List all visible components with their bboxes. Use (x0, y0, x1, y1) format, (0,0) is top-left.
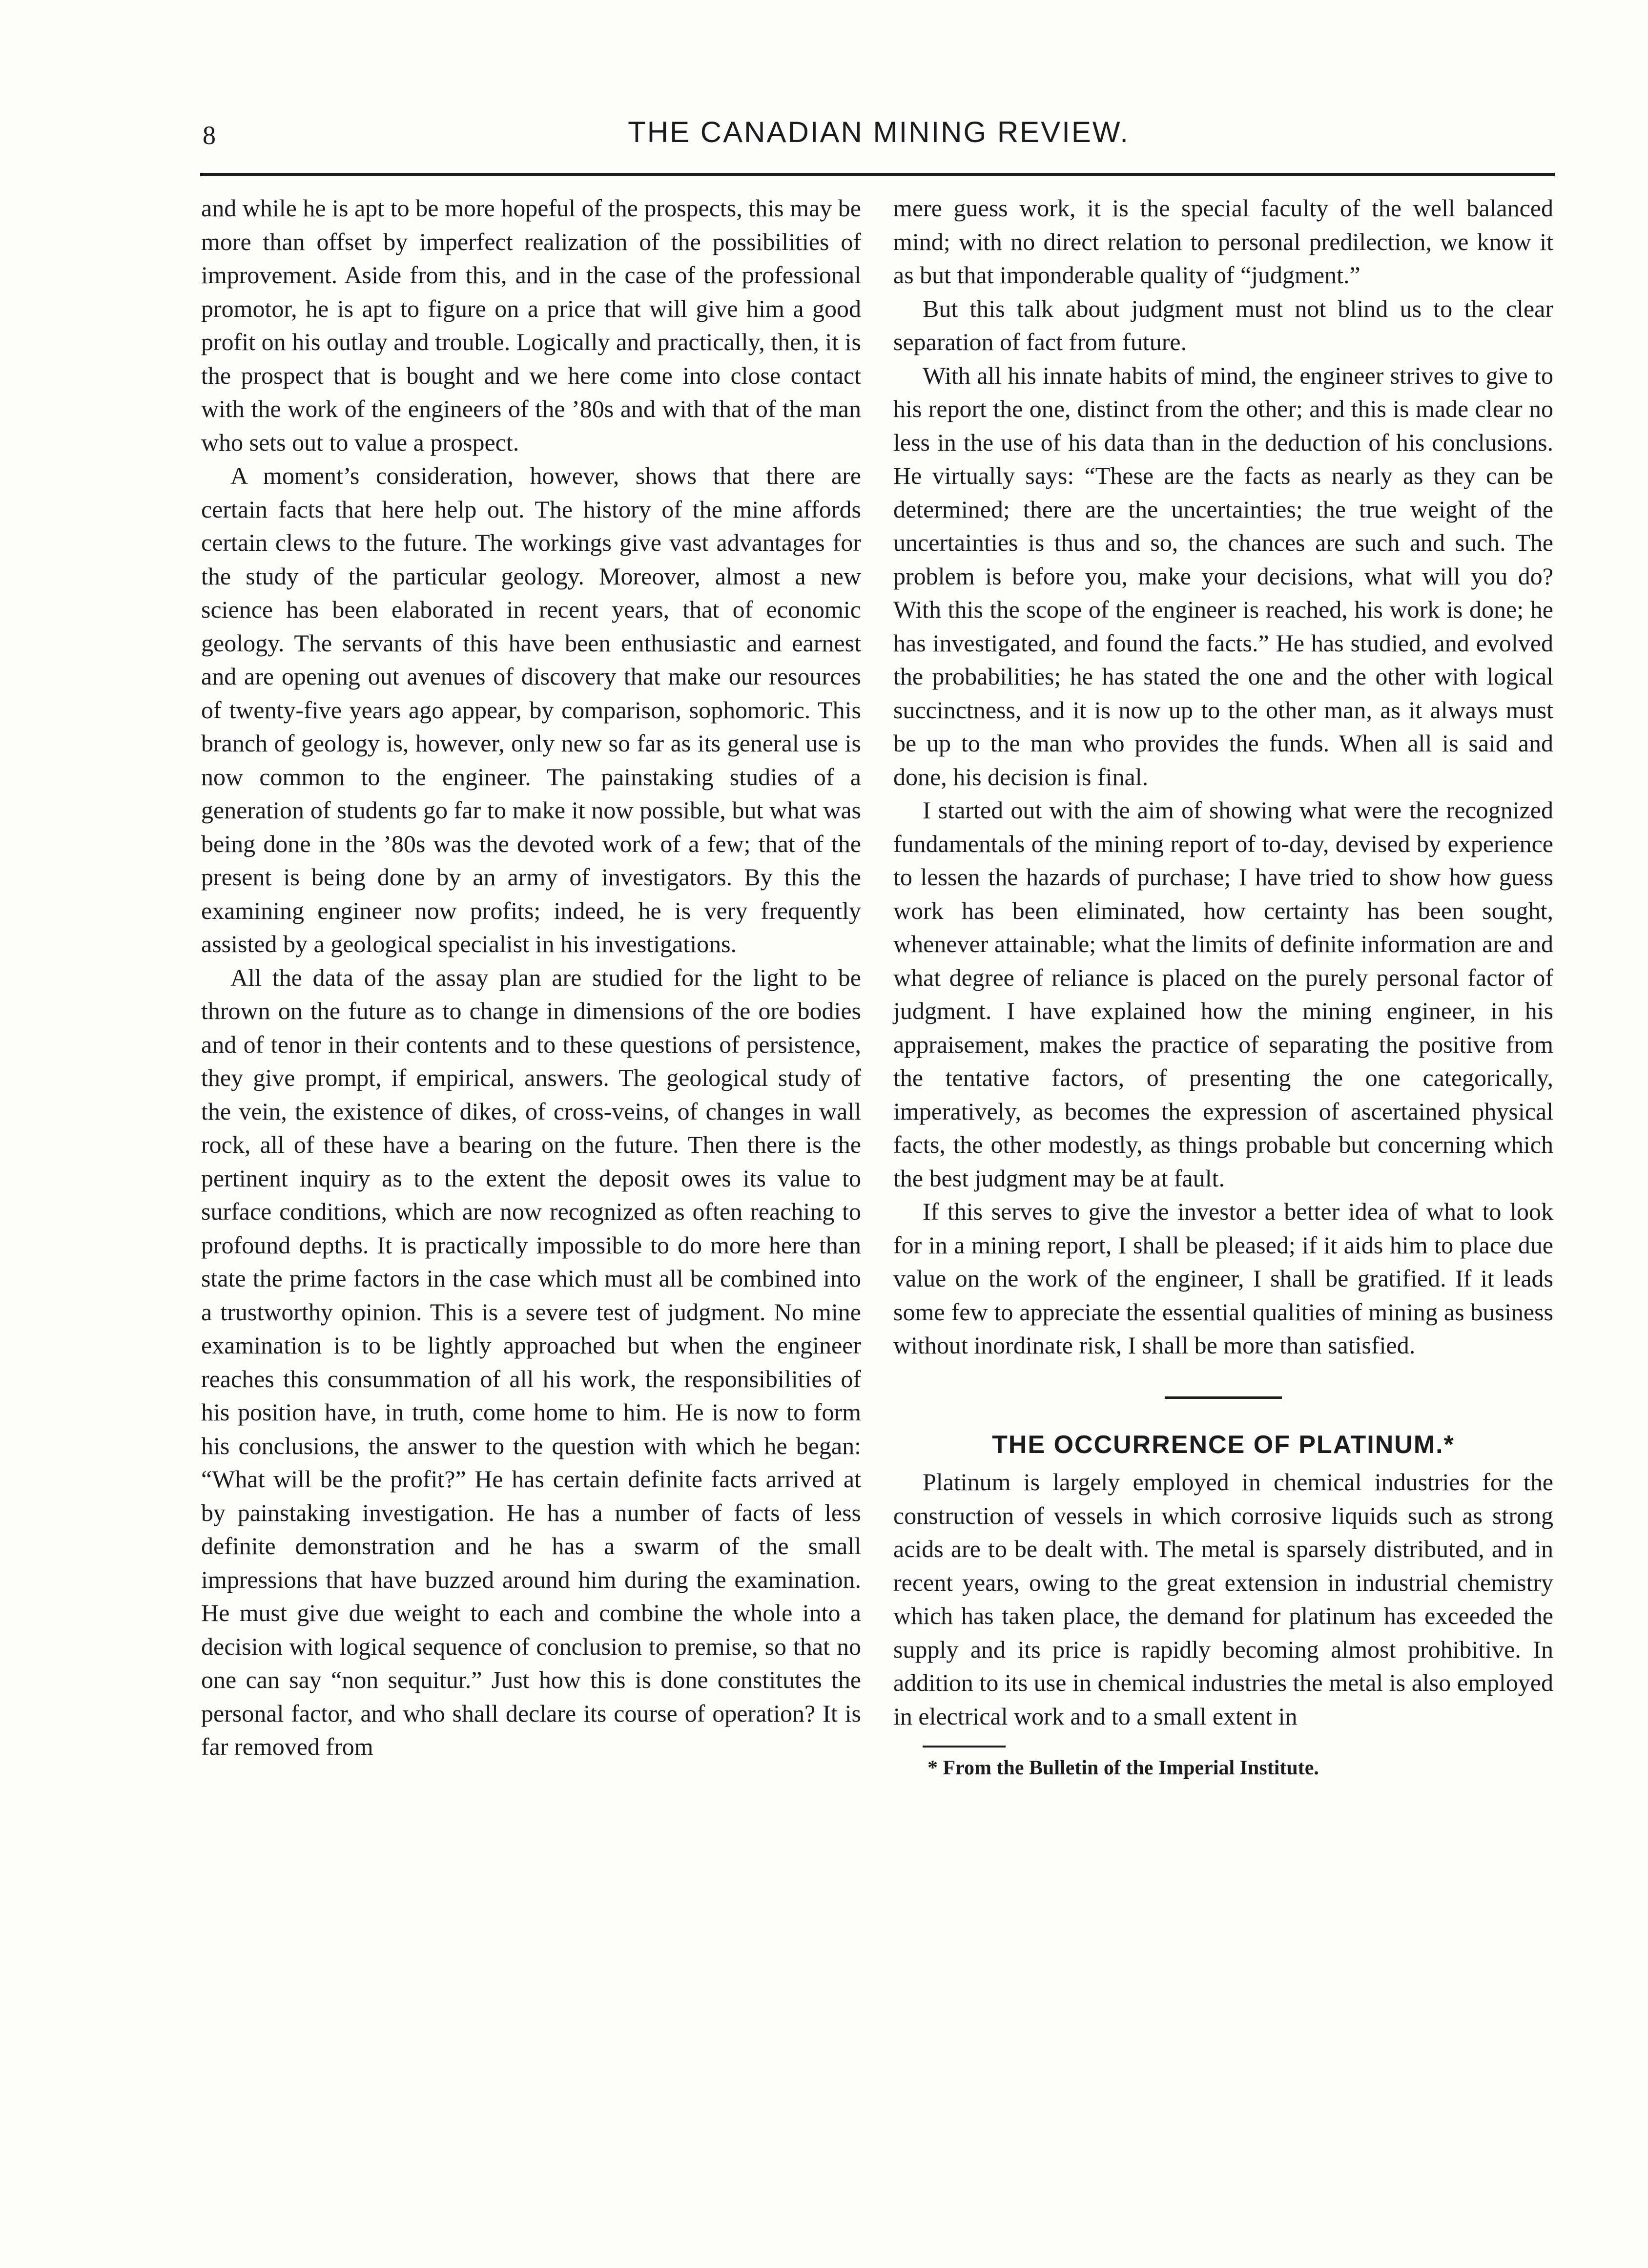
right-paragraph-4: I started out with the aim of showing what were the recognized fundamentals of the mining report of to-day, devised by experience to lessen the hazards of purchase; I have tried to show how guess work has been eliminated, how certainty has been sought, whenever attainable; what the limits of definite information are and what degree of reliance is placed on the purely personal factor of judgment. I have explained how the mining engineer, in his appraisement, makes the practice of separating the positive from the tentative factors, of presenting the one categorically, imperatively, as becomes the expression of ascertained physical facts, the other modestly, as things probable but concerning which the best judgment may be at fault. (893, 796, 1553, 1192)
right-paragraph-5: If this serves to give the investor a better idea of what to look for in a mining report, I shall be pleased; if it aids him to place due value on the work of the engineer, I shall be gratified. If it leads some few to appreciate the essential qualities of mining as business without inordinate risk, I shall be more than satisfied. (893, 1198, 1553, 1359)
right-column (893, 191, 1553, 1781)
left-paragraph-1: and while he is apt to be more hopeful of the prospects, this may be more than offset by imperfect realization of the possibilities of improvement. Aside from this, and in the case of the professional promotor, he is apt to figure on a price that will give him a good profit on his outlay and trouble. Logically and practically, then, it is the prospect that is bought and we here come into close contact with the work of the engineers of the ’80s and with that of the man who sets out to value a prospect. (201, 194, 861, 456)
footnote: * From the Bulletin of the Imperial Institute. (927, 1757, 1319, 1779)
page-number: 8 (203, 121, 216, 150)
footnote-rule (923, 1746, 1006, 1748)
right-paragraph-3: With all his innate habits of mind, the engineer strives to give to his report the one, distinct from the other; and this is made clear no less in the use of his data than in the deduction of his conclusions. He virtually says: “These are the facts as nearly as they can be determined; there are the uncertainties; the true weight of the uncertainties is thus and so, the chances are such and such. The problem is before you, make your decisions, what will you do? With this the scope of the engineer is reached, his work is done; he has investigated, and found the facts.” He has studied, and evolved the probabilities; he has stated the one and the other with logical succinctness, and it is now up to the other man, as it always must be up to the man who provides the funds. When all is said and done, his decision is final. (893, 361, 1553, 791)
page-header (203, 115, 1555, 159)
header-rule (200, 173, 1555, 176)
running-title: THE CANADIAN MINING REVIEW. (628, 116, 1130, 148)
left-paragraph-3: All the data of the assay plan are studied for the light to be thrown on the future as to change in dimensions of the ore bodies and of tenor in their contents and to these questions of persistence, they give prompt, if empirical, answers. The geological study of the vein, the existence of dikes, of cross-veins, of changes in wall rock, all of these have a bearing on the future. Then there is the pertinent inquiry as to the extent the deposit owes its value to surface conditions, which are now recognized as often reaching to profound depths. It is practically impossible to do more here than state the prime factors in the case which must all be combined into a trustworthy opinion. This is a severe test of judgment. No mine examination is to be lightly approached but when the engineer reaches this consummation of all his work, the responsibilities of his position have, in truth, come home to him. He is now to form his conclusions, the answer to the question with which he began: “What will be the profit?” He has certain definite facts arrived at by painstaking investigation. He has a number of facts of less definite demonstration and he has a swarm of the small impressions that have buzzed around him during the examination. He must give due weight to each and combine the whole into a decision with logical sequence of conclusion to premise, so that no one can say “non sequitur.” Just how this is done constitutes the personal factor, and who shall declare its course of operation? It is far removed from (201, 963, 861, 1760)
section-paragraph: Platinum is largely employed in chemical industries for the construction of vessels in which corrosive liquids such as strong acids are to be dealt with. The metal is sparsely distributed, and in recent years, owing to the great extension in industrial chemistry which has taken place, the demand for platinum has exceeded the supply and its price is rapidly becoming almost prohibitive. In addition to its use in chemical industries the metal is also employed in electrical work and to a small extent in (893, 1468, 1553, 1730)
right-paragraph-1: mere guess work, it is the special faculty of the well balanced mind; with no direct relation to personal predilection, we know it as but that imponderable quality of “judgment.” (893, 194, 1553, 289)
left-paragraph-2: A moment’s consideration, however, shows that there are certain facts that here help out. The history of the mine affords certain clews to the future. The workings give vast advantages for the study of the particular geology. Moreover, almost a new science has been elaborated in recent years, that of economic geology. The servants of this have been enthusiastic and earnest and are opening out avenues of discovery that make our resources of twenty-five years ago appear, by comparison, sophomoric. This branch of geology is, however, only new so far as its general use is now common to the engineer. The painstaking studies of a generation of students go far to make it now possible, but what was being done in the ’80s was the devoted work of a few; that of the present is being done by an army of investigators. By this the examining engineer now profits; indeed, he is very frequently assisted by a geological specialist in his investigations. (201, 462, 861, 957)
section-heading: THE OCCURRENCE OF PLATINUM.* (992, 1430, 1455, 1459)
right-paragraph-2: But this talk about judgment must not blind us to the clear separation of fact from future. (893, 294, 1553, 355)
left-column (201, 191, 861, 1764)
section-divider (1165, 1396, 1282, 1399)
